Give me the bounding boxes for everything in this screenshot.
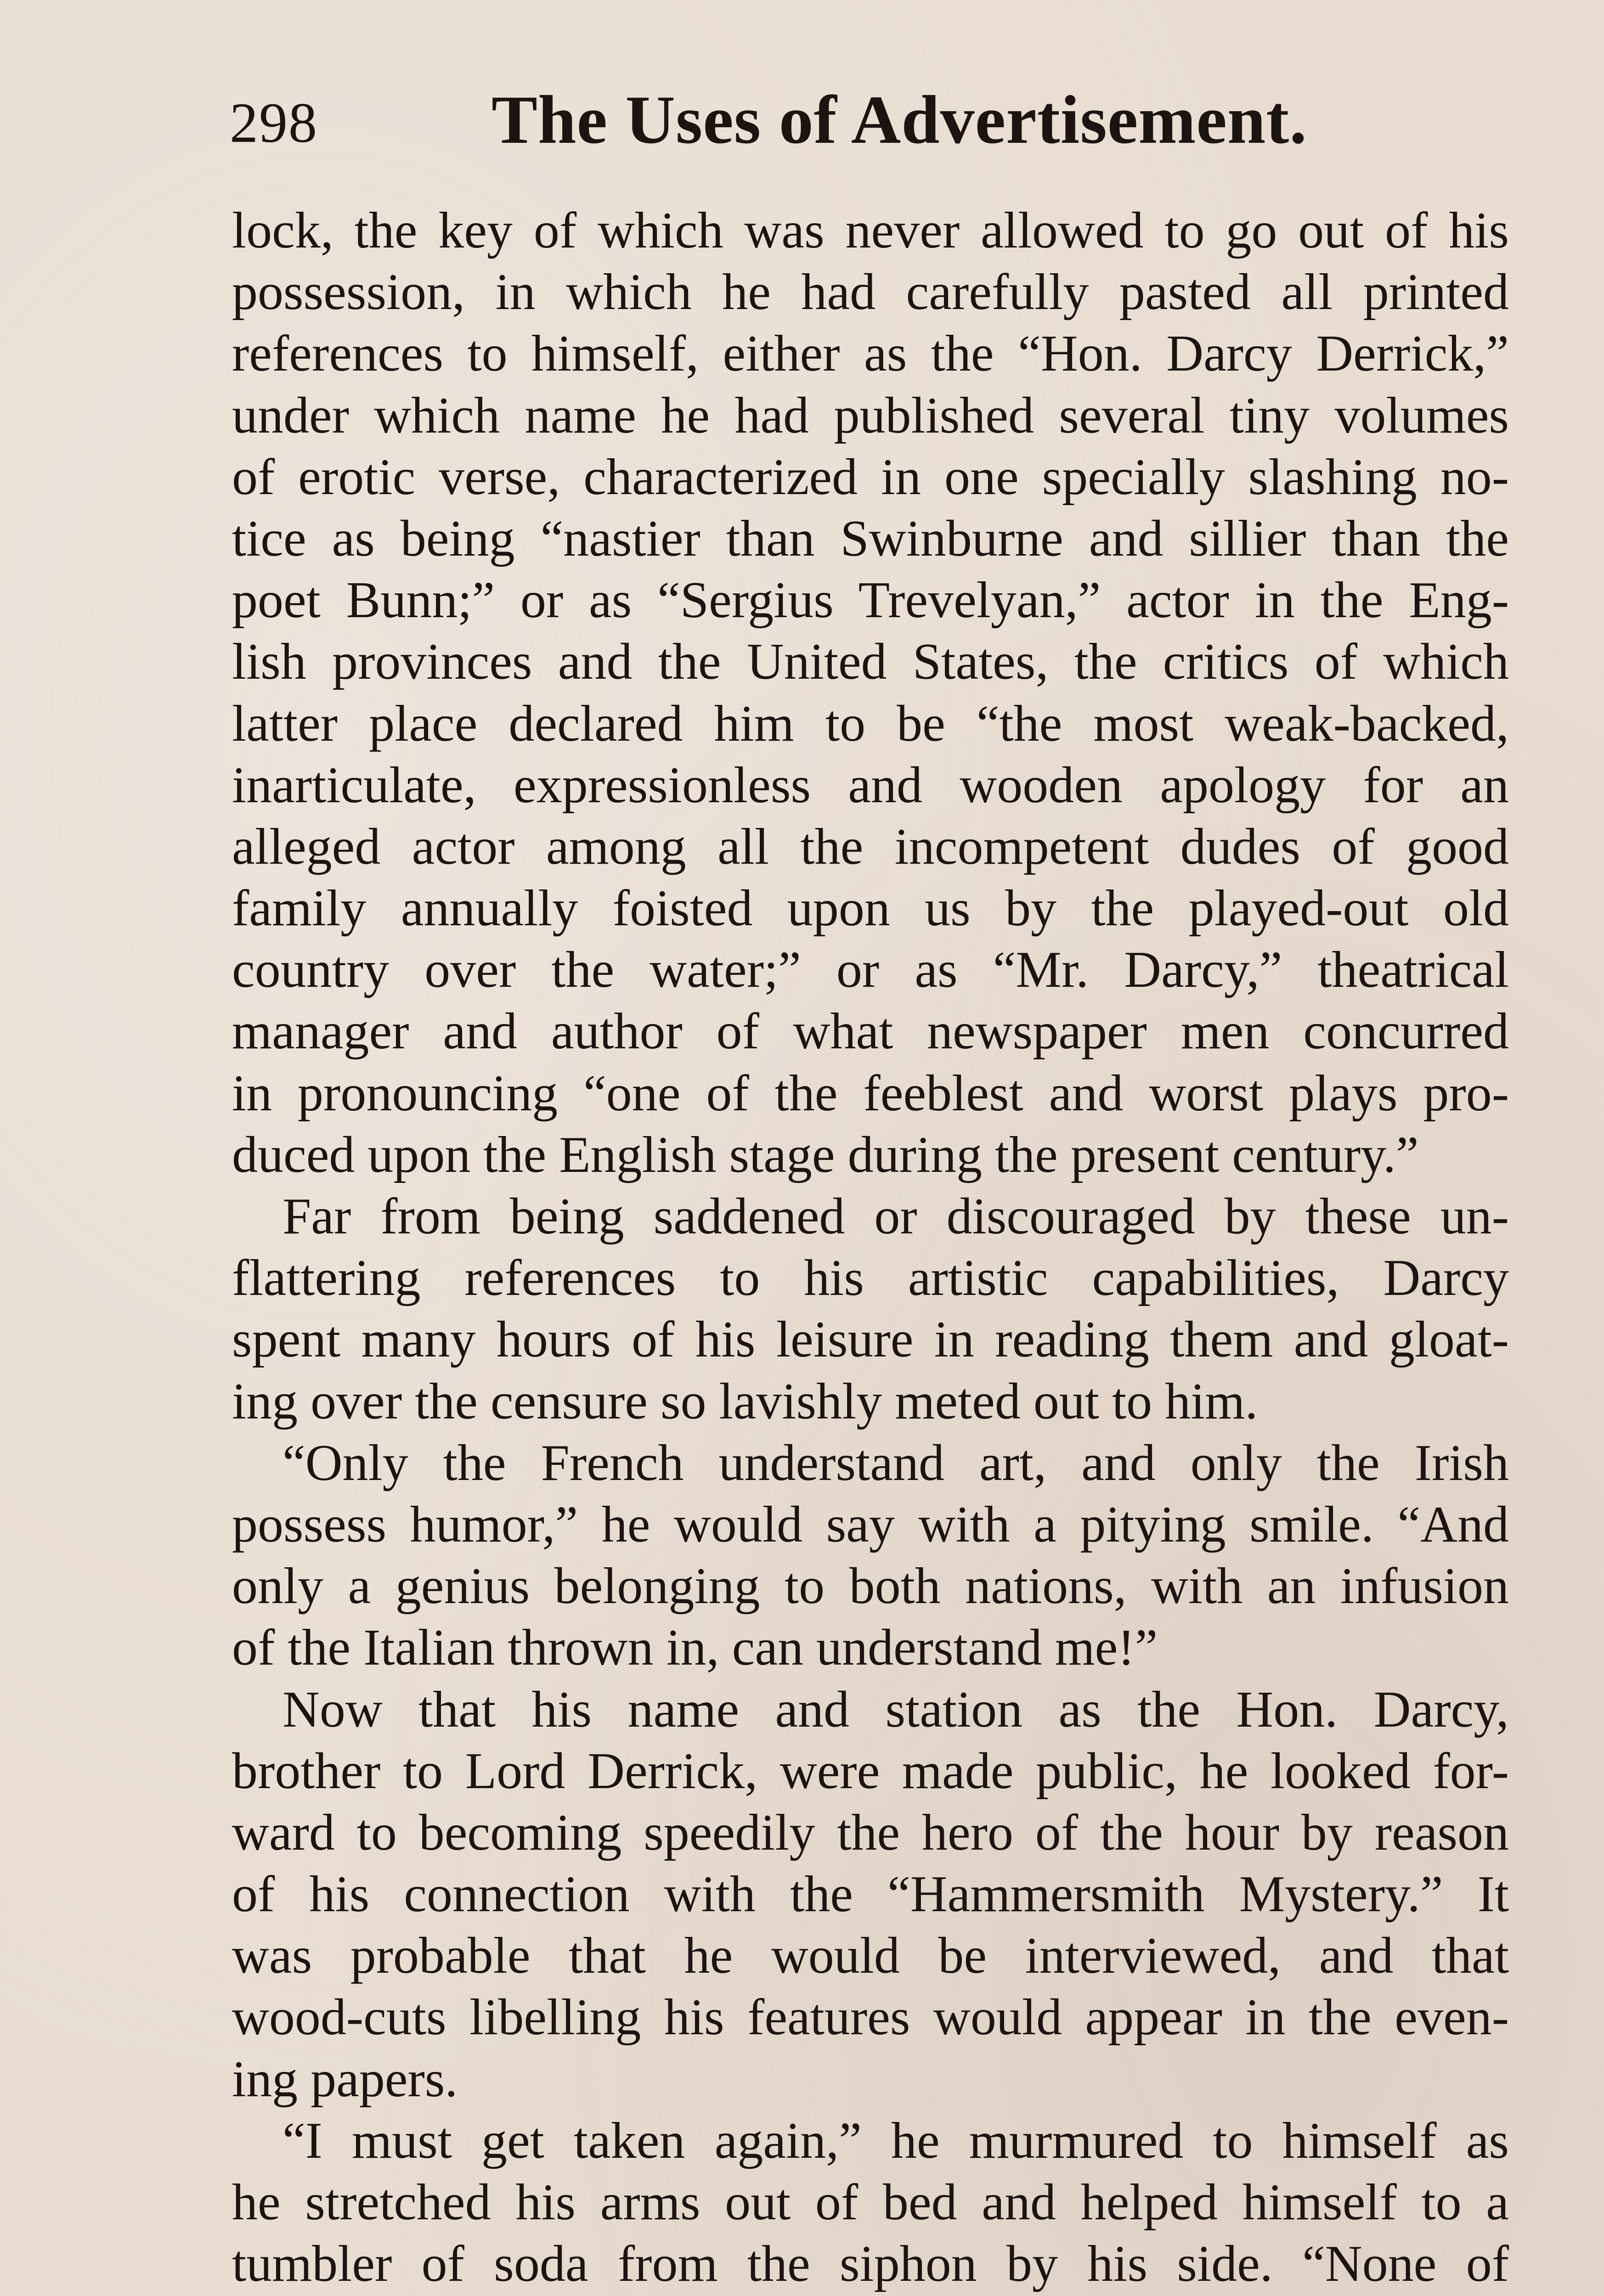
- text-line: alleged actor among all the incompetent dudes of good: [232, 818, 1509, 875]
- text-line: latter place declared him to be “the most weak-backed,: [232, 695, 1509, 752]
- running-title: The Uses of Advertisement.: [491, 82, 1307, 158]
- page-header: [230, 80, 1516, 172]
- text-line: tice as being “nastier than Swinburne and sillier than the: [232, 510, 1509, 567]
- text-line: brother to Lord Derrick, were made public, he looked for-: [232, 1742, 1509, 1800]
- text-line: in pronouncing “one of the feeblest and worst plays pro-: [232, 1064, 1509, 1122]
- text-line: possession, in which he had carefully pasted all printed: [232, 264, 1509, 321]
- page-number: 298: [230, 91, 318, 154]
- body-text: [232, 200, 1509, 2296]
- text-line: spent many hours of his leisure in reading them and gloat-: [232, 1311, 1509, 1368]
- text-line: manager and author of what newspaper men concurred: [232, 1003, 1509, 1060]
- text-line: duced upon the English stage during the present century.”: [232, 1126, 1419, 1183]
- text-line: ing over the censure so lavishly meted out to him.: [232, 1373, 1258, 1430]
- text-line: of his connection with the “Hammersmith Mystery.” It: [232, 1866, 1509, 1923]
- text-line: he stretched his arms out of bed and helped himself to a: [232, 2174, 1509, 2231]
- text-line: family annually foisted upon us by the played-out old: [232, 880, 1509, 937]
- paragraph-start-line: “I must get taken again,” he murmured to himself as: [282, 2112, 1509, 2169]
- text-line: inarticulate, expressionless and wooden apology for an: [232, 756, 1509, 814]
- text-line: wood-cuts libelling his features would appear in the even-: [232, 1989, 1509, 2046]
- text-line: lock, the key of which was never allowed to go out of his: [232, 202, 1509, 259]
- text-line: ing papers.: [232, 2050, 458, 2108]
- text-line: ward to becoming speedily the hero of the hour by reason: [232, 1804, 1509, 1861]
- text-line: was probable that he would be interviewed, and that: [232, 1927, 1509, 1985]
- text-line: tumbler of soda from the siphon by his side. “None of: [232, 2235, 1509, 2293]
- paragraph-start-line: Now that his name and station as the Hon. Darcy,: [282, 1681, 1509, 1738]
- text-line: only a genius belonging to both nations, with an infusion: [232, 1558, 1509, 1615]
- text-line: poet Bunn;” or as “Sergius Trevelyan,” actor in the Eng-: [232, 572, 1509, 629]
- paragraph-start-line: “Only the French understand art, and only the Irish: [282, 1434, 1509, 1491]
- text-line: under which name he had published several tiny volumes: [232, 387, 1509, 444]
- text-line: lish provinces and the United States, the critics of which: [232, 633, 1509, 691]
- text-line: country over the water;” or as “Mr. Darcy,” theatrical: [232, 941, 1509, 999]
- text-line: of erotic verse, characterized in one specially slashing no-: [232, 448, 1509, 506]
- paragraph-start-line: Far from being saddened or discouraged by these un-: [282, 1188, 1509, 1245]
- text-line: of the Italian thrown in, can understand me!”: [232, 1619, 1158, 1677]
- text-line: possess humor,” he would say with a pitying smile. “And: [232, 1496, 1509, 1553]
- text-line: flattering references to his artistic capabilities, Darcy: [232, 1249, 1509, 1307]
- text-line: references to himself, either as the “Hon. Darcy Derrick,”: [232, 325, 1509, 383]
